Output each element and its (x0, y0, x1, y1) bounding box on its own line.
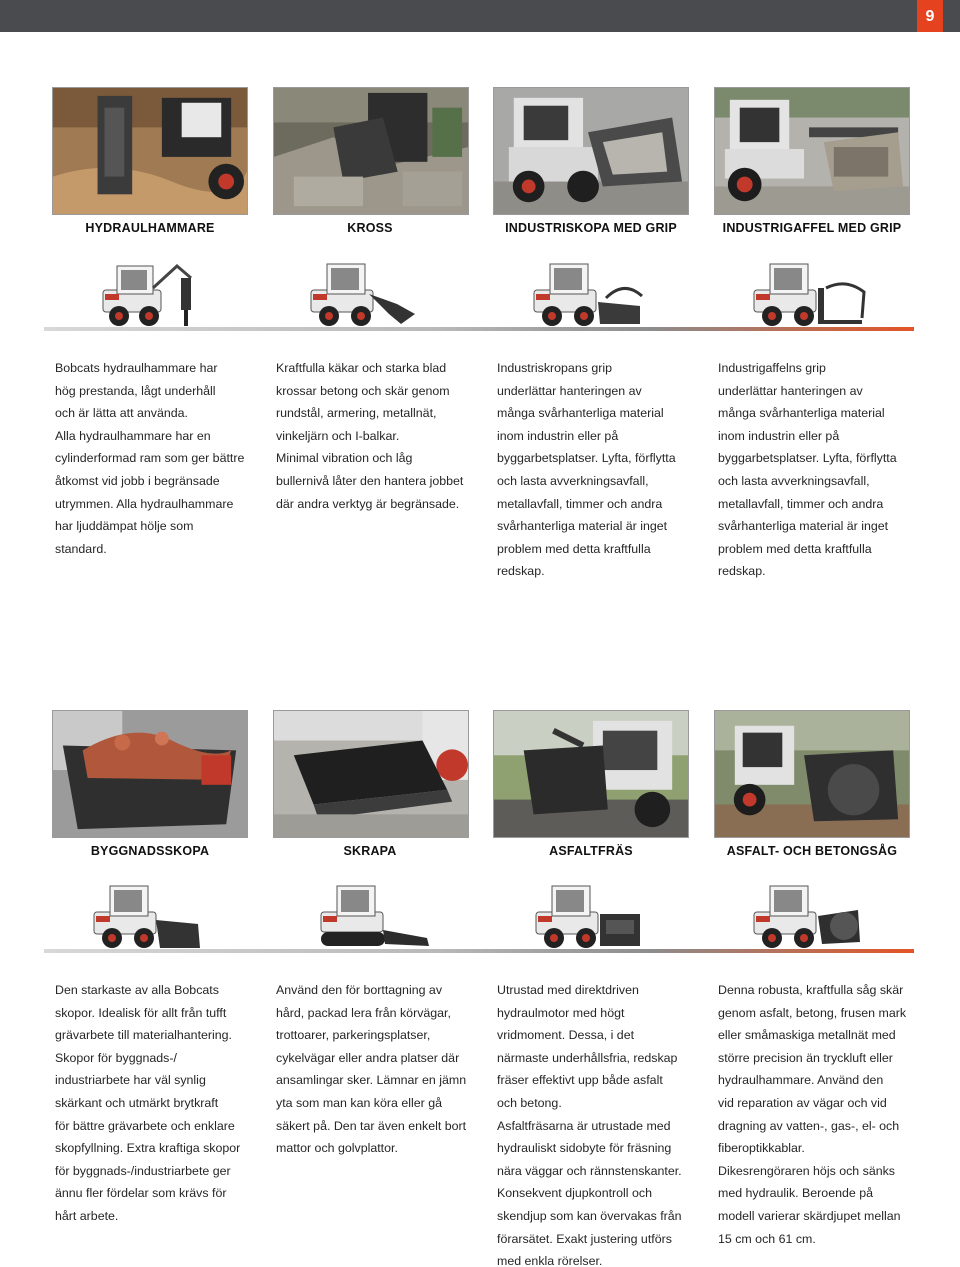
text-line: underlättar hanteringen av (497, 383, 642, 398)
text-line: Bobcats hydraulhammare har (55, 361, 218, 375)
text-line: många svårhanterliga material (497, 406, 664, 421)
text-line: problem med detta kraftfulla (718, 541, 872, 556)
skid-steer-bucket-grapple-illustration (528, 258, 648, 330)
text-line: skopfyllning. Extra kraftiga skopor (55, 1141, 241, 1156)
text-line: vridmoment. Dessa, i det (497, 1028, 635, 1043)
text-line: vid reparation av vägar och vid (718, 1095, 887, 1110)
label-industriskopa: INDUSTRISKOPA MED GRIP (505, 221, 677, 235)
text-line: skopor. Idealisk för allt från tufft (55, 1005, 227, 1020)
text-line: eller småmaskiga metallnät med (718, 1028, 896, 1043)
text-line: trottoarer, parkeringsplatser, (276, 1028, 431, 1043)
text-line: fiberoptikkablar. (718, 1141, 805, 1156)
text-line: skendjup som kan övervakas från (497, 1208, 682, 1223)
text-line: Alla hydraulhammare har en (55, 428, 211, 443)
text-line: krossar betong och skär genom (276, 383, 450, 398)
text-line: Den starkaste av alla Bobcats (55, 983, 219, 997)
text-line: Industrigaffelns grip (718, 361, 826, 375)
text-line: grävarbete till materialhantering. (55, 1028, 233, 1043)
industrial-bucket-grapple-photo (493, 87, 689, 215)
text-line: hård, packad lera från körvägar, (276, 1005, 451, 1020)
text-line: byggarbetsplatser. Lyfta, förflytta (718, 451, 897, 466)
text-line: hög prestanda, lågt underhåll (55, 383, 216, 398)
desc-industrigaffel (718, 357, 914, 583)
text-line: bullernivå låter den hantera jobbet (276, 473, 464, 488)
text-line: genom asfalt, betong, frusen mark (718, 1005, 907, 1020)
divider-top (44, 327, 914, 331)
text-line: metallavfall, timmer och andra (718, 496, 884, 511)
desc-byggnadsskopa (55, 979, 251, 1228)
text-line: modell varierar skärdjupet mellan (718, 1208, 901, 1223)
text-line: och betong. (497, 1095, 562, 1110)
text-line: Utrustad med direktdriven (497, 983, 639, 997)
text-line: Skopor för byggnads-/ (55, 1050, 177, 1065)
desc-industriskopa (497, 357, 693, 583)
industrial-fork-grapple-photo (714, 87, 910, 215)
text-line: och är lätta att använda. (55, 406, 188, 421)
text-line: för bättre grävarbete och enklare (55, 1118, 235, 1133)
text-line: Dikesrengöraren höjs och sänks (718, 1163, 896, 1178)
text-line: yta som man kan köra eller gå (276, 1095, 442, 1110)
text-line: inom industrin eller på (497, 428, 619, 443)
text-line: dragning av vatten-, gas-, el- och (718, 1118, 900, 1133)
label-betongsag: ASFALT- OCH BETONGSÅG (726, 844, 898, 858)
desc-hydraulhammare (55, 357, 251, 560)
text-line: och lasta avverkningsavfall, (497, 473, 649, 488)
desc-asfaltfras (497, 979, 693, 1267)
text-line: Asfaltfräsarna är utrustade med (497, 1118, 671, 1133)
label-kross: KROSS (347, 221, 393, 235)
text-line: hydraulmotor med högt (497, 1005, 625, 1020)
crusher-photo (273, 87, 469, 215)
label-skrapa: SKRAPA (343, 844, 397, 858)
text-line: redskap. (718, 564, 766, 579)
text-line: hydrauliskt sidobyte för fräsning (497, 1141, 672, 1156)
text-line: närmaste underhållsfria, redskap (497, 1050, 678, 1065)
text-line: nära väggar och rännstenskanter. (497, 1163, 682, 1178)
text-line: utrymmen. Alla hydraulhammare (55, 496, 234, 511)
desc-skrapa (276, 979, 472, 1160)
text-line: åtkomst vid jobb i begränsade (55, 473, 220, 488)
text-line: större precision än tryckluft eller (718, 1050, 893, 1065)
text-line: Denna robusta, kraftfulla såg skär (718, 983, 904, 997)
text-line: standard. (55, 541, 107, 556)
track-loader-scraper-illustration (315, 880, 435, 952)
text-line: 15 cm och 61 cm. (718, 1231, 816, 1246)
label-byggnadsskopa: BYGGNADSSKOPA (90, 844, 210, 858)
text-line: och lasta avverkningsavfall, (718, 473, 870, 488)
label-industrigaffel: INDUSTRIGAFFEL MED GRIP (722, 221, 902, 235)
text-line: cykelvägar eller andra platser där (276, 1050, 460, 1065)
text-line: byggarbetsplatser. Lyfta, förflytta (497, 451, 676, 466)
construction-bucket-photo (52, 710, 248, 838)
text-line: fräser effektivt upp både asfalt (497, 1073, 663, 1088)
text-line: förarsätet. Exakt justering utförs (497, 1231, 672, 1246)
text-line: problem med detta kraftfulla (497, 541, 651, 556)
text-line: vinkeljärn och I-balkar. (276, 428, 400, 443)
text-line: redskap. (497, 564, 545, 579)
skid-steer-bucket-illustration (88, 880, 208, 952)
text-line: hårt arbete. (55, 1208, 119, 1223)
text-line: Industriskropans grip (497, 361, 613, 375)
header-bar (0, 0, 960, 32)
text-line: där andra verktyg är begränsade. (276, 496, 460, 511)
text-line: säkert på. Den tar även enkelt bort (276, 1118, 467, 1133)
text-line: rundstål, armering, metallnät, (276, 406, 437, 421)
saw-photo (714, 710, 910, 838)
skid-steer-hammer-illustration (95, 258, 215, 330)
text-line: ansamlingar sker. Lämnar en jämn (276, 1073, 467, 1088)
text-line: Kraftfulla käkar och starka blad (276, 361, 447, 375)
divider-bottom (44, 949, 914, 953)
text-line: Minimal vibration och låg (276, 451, 413, 466)
desc-betongsag (718, 979, 914, 1250)
text-line: hydraulhammare. Använd den (718, 1073, 884, 1088)
skid-steer-fork-grapple-illustration (748, 258, 868, 330)
desc-kross (276, 357, 472, 515)
text-line: Konsekvent djupkontroll och (497, 1186, 652, 1201)
text-line: med enkla rörelser. (497, 1254, 603, 1267)
text-line: underlättar hanteringen av (718, 383, 863, 398)
hydraulic-hammer-photo (52, 87, 248, 215)
page-number: 9 (917, 0, 943, 32)
scraper-photo (273, 710, 469, 838)
label-hydraulhammare: HYDRAULHAMMARE (85, 221, 215, 235)
text-line: inom industrin eller på (718, 428, 840, 443)
skid-steer-saw-illustration (748, 880, 868, 952)
text-line: Använd den för borttagning av (276, 983, 443, 997)
text-line: metallavfall, timmer och andra (497, 496, 663, 511)
text-line: mattor och golvplattor. (276, 1141, 398, 1156)
text-line: med hydraulik. Beroende på (718, 1186, 873, 1201)
text-line: för byggnads-/industriarbete ger (55, 1163, 231, 1178)
text-line: svårhanterliga material är inget (718, 519, 889, 534)
skid-steer-crusher-illustration (305, 258, 425, 330)
text-line: skärkant och utmärkt brytkraft (55, 1095, 219, 1110)
planer-photo (493, 710, 689, 838)
text-line: industriarbete har väl synlig (55, 1073, 206, 1088)
text-line: många svårhanterliga material (718, 406, 885, 421)
text-line: svårhanterliga material är inget (497, 519, 668, 534)
label-asfaltfras: ASFALTFRÄS (549, 844, 633, 858)
text-line: ännu fler fördelar som krävs för (55, 1186, 227, 1201)
text-line: har ljuddämpat hölje som (55, 519, 194, 534)
skid-steer-planer-illustration (530, 880, 650, 952)
text-line: cylinderformad ram som ger bättre (55, 451, 245, 466)
